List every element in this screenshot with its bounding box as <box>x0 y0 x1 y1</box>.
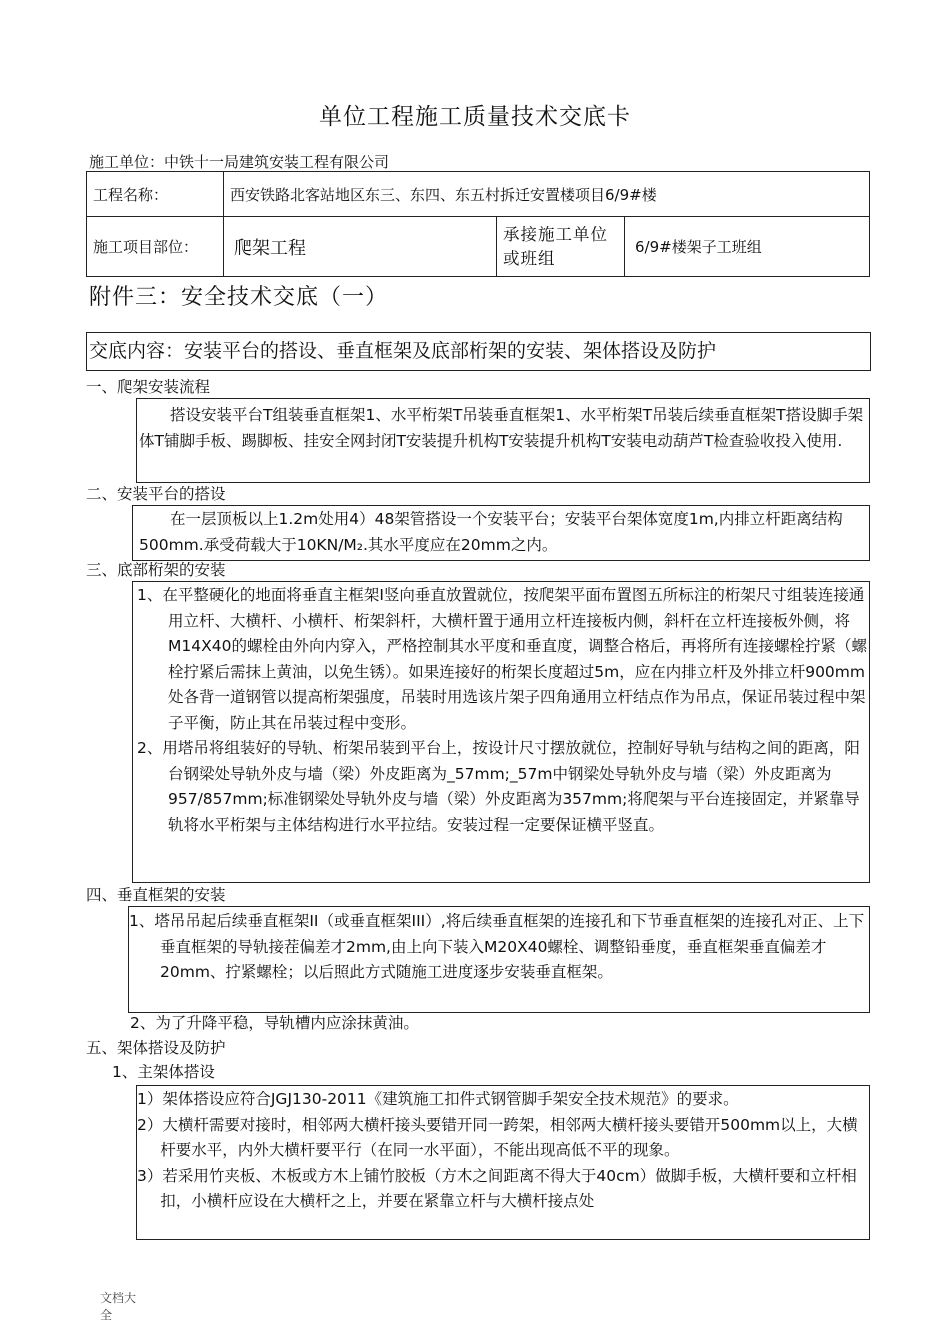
content-title-box <box>86 332 871 371</box>
section-5-heading: 五、架体搭设及防护 <box>86 1039 226 1057</box>
info-row-project <box>87 172 870 217</box>
section-4-box <box>128 906 870 1013</box>
section-1-text: 搭设安装平台T组装垂直框架1、水平桁架T吊装垂直框架1、水平桁架T吊装后续垂直框架T搭设脚手架体T铺脚手板、踢脚板、挂安全网封闭T安装提升机构T安装提升机构T安装电动葫芦T检查验收投入使用. <box>139 406 864 450</box>
section-5-box <box>136 1085 870 1240</box>
section-5-item-2: 2）大横杆需要对接时，相邻两大横杆接头要错开同一跨架，相邻两大横杆接头要错开500mm以上，大横杆要水平，内外大横杆要平行（在同一水平面），不能出现高低不平的现象。 <box>137 1115 858 1159</box>
section-4-item-1: 1、塔吊吊起后续垂直框架II（或垂直框架III）,将后续垂直框架的连接孔和下节垂直框架的连接孔对正、上下垂直框架的导轨接茬偏差才2mm,由上向下装入M20X40螺栓、调整铅垂度，垂直框架垂直偏差才20mm、拧紧螺栓；以后照此方式随施工进度逐步安装垂直框架。 <box>129 912 865 981</box>
section-5-item-3: 3）若采用竹夹板、木板或方木上铺竹胶板（方木之间距离不得大于40cm）做脚手板，大横杆要和立杆相扣，小横杆应设在大横杆之上，并要在紧靠立杆与大横杆接点处 <box>137 1166 857 1210</box>
section-2-heading: 二、安装平台的搭设 <box>86 485 226 503</box>
info-row-part <box>87 217 870 277</box>
section-2-text: 在一层顶板以上1.2m处用4）48架管搭设一个安装平台；安装平台架体宽度1m,内排立杆距离结构500mm.承受荷载大于10KN/M₂.其水平度应在20mm之内。 <box>139 510 843 554</box>
section-2-box <box>132 505 870 561</box>
team-value: 6/9#楼架子工班组 <box>625 217 870 277</box>
section-1-heading: 一、爬架安装流程 <box>86 378 211 396</box>
construction-unit: 施工单位：中铁十一局建筑安装工程有限公司 <box>89 153 390 171</box>
section-3-box <box>132 581 870 883</box>
section-3-item-2: 2、用塔吊将组装好的导轨、桁架吊装到平台上，按设计尺寸摆放就位，控制好导轨与结构之间的距离，阳台钢梁处导轨外皮与墙（梁）外皮距离为_57mm;_57m中钢梁处导轨外皮与墙（梁）外皮距离为957/857mm;标准钢梁处导轨外皮与墙（梁）外皮距离为357mm;将爬架与平台连接固定，并紧靠导轨将水平桁架与主体结构进行水平拉结。安装过程一定要保证横平竖直。 <box>137 739 860 834</box>
part-label: 施工项目部位： <box>87 217 224 277</box>
project-name-value: 西安铁路北客站地区东三、东四、东五村拆迁安置楼项目6/9#楼 <box>224 172 870 217</box>
section-4-heading: 四、垂直框架的安装 <box>86 886 226 904</box>
section-5-item-1: 1）架体搭设应符合JGJ130-2011《建筑施工扣件式钢管脚手架安全技术规范》的要求。 <box>137 1090 739 1108</box>
attachment-title: 附件三：安全技术交底（一） <box>89 285 389 310</box>
part-value: 爬架工程 <box>224 217 497 277</box>
project-name-label: 工程名称： <box>87 172 224 217</box>
info-table <box>86 171 870 277</box>
content-title: 交底内容：安装平台的搭设、垂直框架及底部桁架的安装、架体搭设及防护 <box>89 340 717 362</box>
section-5-sub-1: 1、主架体搭设 <box>112 1063 215 1081</box>
section-3-item-1: 1、在平整硬化的地面将垂直主框架I竖向垂直放置就位，按爬架平面布置图五所标注的桁架尺寸组装连接通用立杆、大横杆、小横杆、桁架斜杆，大横杆置于通用立杆连接板内侧，斜杆在立杆连接板外侧，将M14X40的螺栓由外向内穿入，严格控制其水平度和垂直度，调整合格后，再将所有连接螺栓拧紧（螺栓拧紧后需抹上黄油，以免生锈）。如果连接好的桁架长度超过5m，应在内排立杆及外排立杆900mm处各背一道钢管以提高桁架强度，吊装时用选该片架子四角通用立杆结点作为吊点，保证吊装过程中架子平衡，防止其在吊装过程中变形。 <box>137 586 867 732</box>
section-4-item-2: 2、为了升降平稳，导轨槽内应涂抹黄油。 <box>130 1014 419 1032</box>
team-label: 承接施工单位或班组 <box>497 217 625 277</box>
page-title: 单位工程施工质量技术交底卡 <box>319 104 631 130</box>
section-1-box <box>136 398 870 483</box>
footer-text: 文档大全 <box>100 1291 137 1322</box>
section-3-heading: 三、底部桁架的安装 <box>86 561 226 579</box>
